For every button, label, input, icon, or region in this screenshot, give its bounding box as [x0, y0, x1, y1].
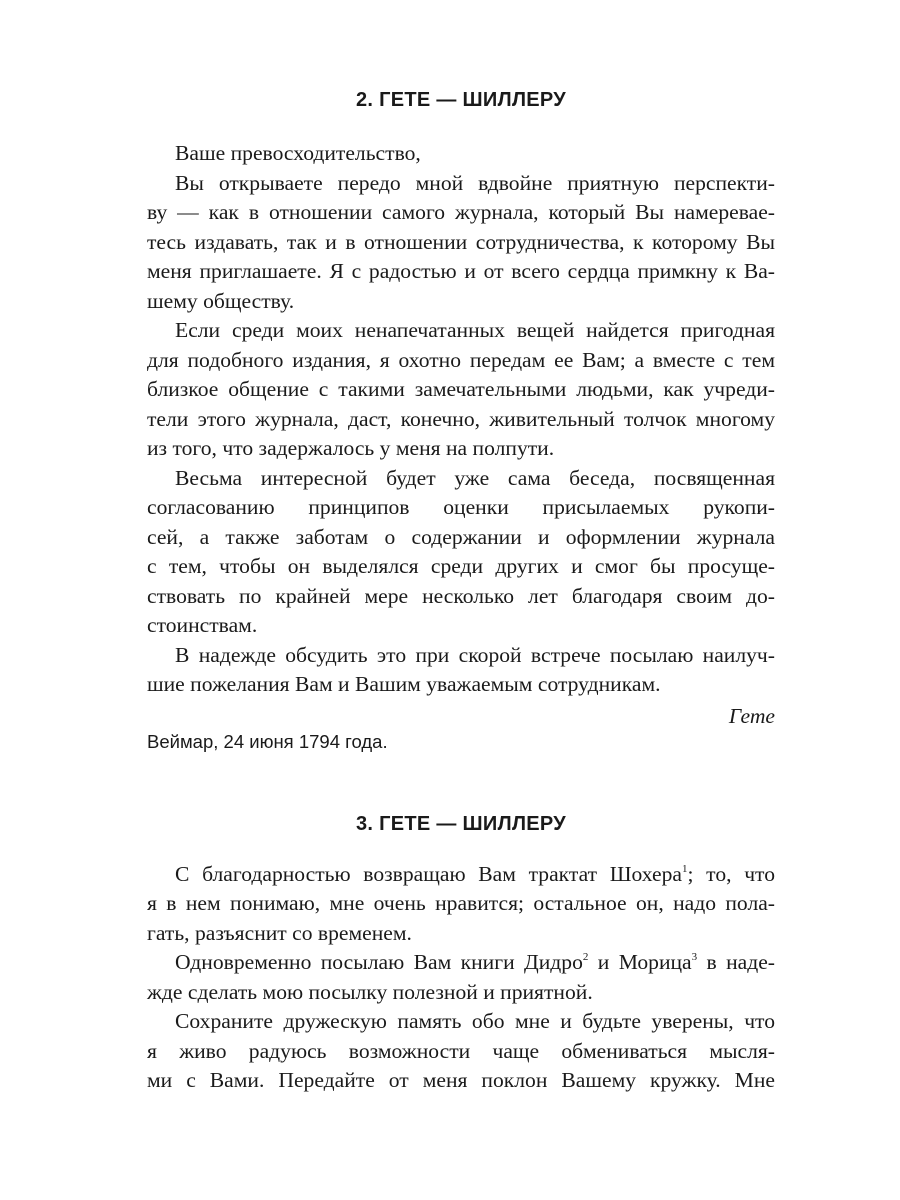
paragraph: [147, 316, 775, 464]
letter-2-heading: 2. ГЕТЕ — ШИЛЛЕРУ: [355, 89, 567, 111]
text-line: Вы открываете передо мной вдвойне приятную перспекти-: [175, 170, 775, 195]
text-run: и Морица: [588, 950, 692, 974]
paragraph: [147, 641, 775, 700]
text-line: жде сделать мою посылку полезной и приятной.: [147, 979, 593, 1004]
text-line: я живо радуюсь возможности чаще обмениваться мысля-: [147, 1038, 775, 1063]
place-date: Веймар, 24 июня 1794 года.: [147, 730, 388, 752]
text-run: ; то, что: [687, 861, 776, 886]
text-line: Весьма интересной будет уже сама беседа, посвященная: [175, 465, 775, 490]
paragraph: [147, 464, 775, 641]
text-line: тесь издавать, так и в отношении сотрудничества, к которому Вы: [147, 229, 775, 254]
text-line: с тем, чтобы он выделялся среди других и смог бы просуще-: [147, 554, 775, 578]
paragraph: [147, 948, 775, 1007]
text-line: меня приглашаете. Я с радостью и от всего сердца примкну к Ва-: [147, 259, 775, 283]
paragraph: [147, 1007, 775, 1096]
paragraph: [147, 169, 775, 317]
text-line: близкое общение с такими замечательными людьми, как учреди-: [147, 377, 775, 401]
text-line: я в нем понимаю, мне очень нравится; остальное он, надо пола-: [147, 891, 775, 915]
text-line: ми с Вами. Передайте от меня поклон Вашему кружку. Мне: [147, 1068, 775, 1092]
text-line: [147, 860, 775, 890]
text-line: тели этого журнала, даст, конечно, живительный толчок многому: [147, 406, 775, 431]
text-line: сей, а также заботам о содержании и оформлении журнала: [147, 524, 775, 549]
letter-3-heading: 3. ГЕТЕ — ШИЛЛЕРУ: [355, 812, 567, 835]
text-run: в наде-: [697, 950, 775, 974]
text-line: согласованию принципов оценки присылаемых рукопи-: [147, 495, 775, 519]
text-line: Сохраните дружескую память обо мне и будьте уверены, что: [175, 1009, 775, 1033]
text-line: шие пожелания Вам и Вашим уважаемым сотрудникам.: [147, 672, 661, 696]
signature: Гете: [728, 703, 775, 728]
footnote-ref[interactable]: 2: [582, 951, 589, 963]
text-line: стоинствам.: [147, 613, 258, 637]
text-line: шему обществу.: [147, 288, 295, 313]
text-line: из того, что задержалось у меня на полпути.: [147, 436, 555, 460]
text-line: для подобного издания, я охотно передам ее Вам; а вместе с тем: [147, 347, 775, 372]
salutation: Ваше превосходительство,: [175, 141, 421, 165]
letter-3-body: [147, 860, 775, 1096]
text-line: ву — как в отношении самого журнала, который Вы намеревае-: [147, 200, 775, 224]
text-run: С благодарностью возвращаю Вам трактат Шохера: [175, 861, 682, 886]
text-line: гать, разъяснит со временем.: [147, 920, 412, 945]
footnote-ref[interactable]: 3: [691, 951, 698, 963]
letter-2-body: [147, 139, 775, 700]
footnote-ref[interactable]: 1: [682, 862, 688, 875]
book-page: [147, 0, 775, 1096]
text-line: [147, 948, 775, 978]
text-line: ствовать по крайней мере несколько лет благодаря своим до-: [147, 583, 775, 608]
paragraph: [147, 860, 775, 949]
text-line: Если среди моих ненапечатанных вещей найдется пригодная: [175, 318, 775, 342]
text-line: В надежде обсудить это при скорой встрече посылаю наилуч-: [175, 642, 775, 667]
text-run: Одновременно посылаю Вам книги Дидро: [175, 950, 583, 974]
